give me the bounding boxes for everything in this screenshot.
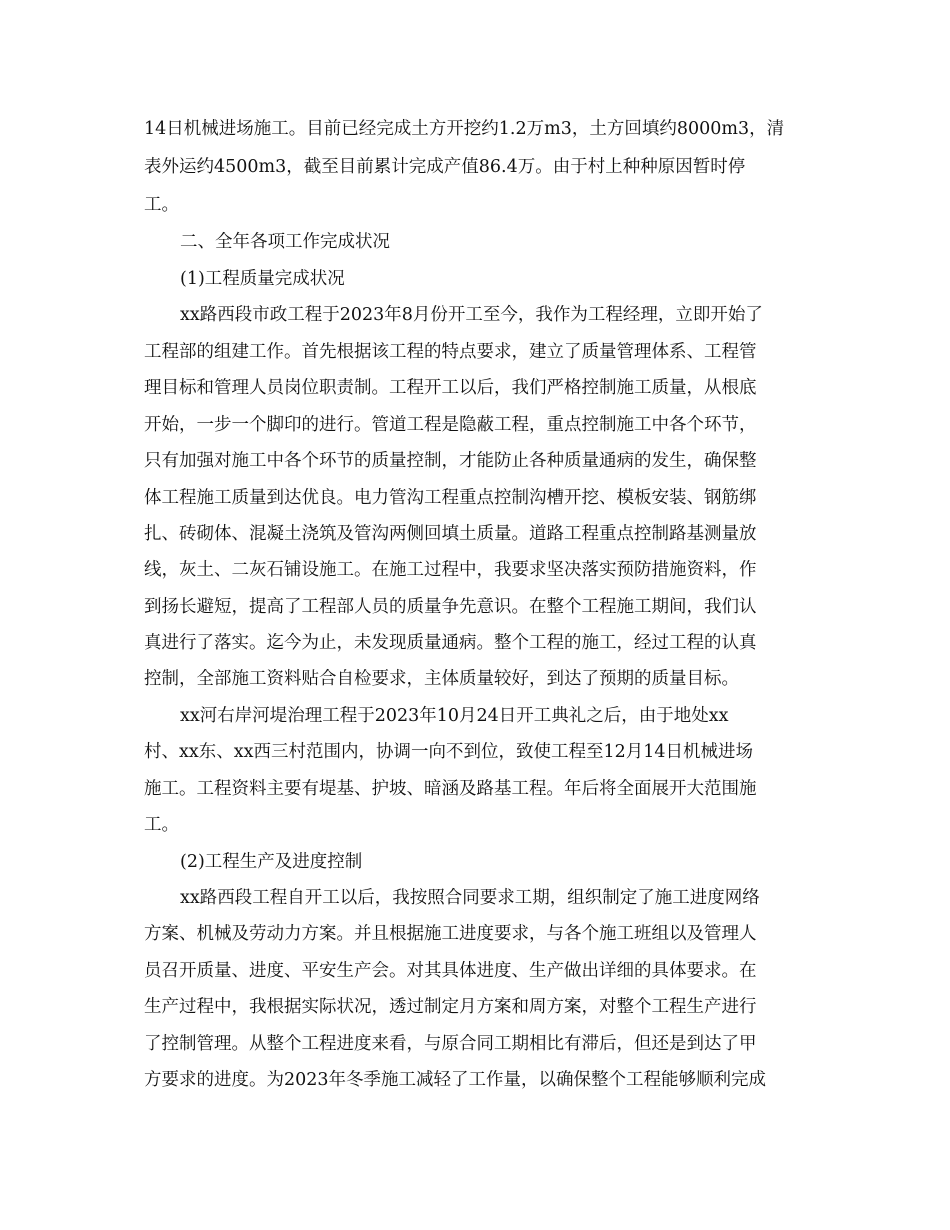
text-line: 开始，一步一个脚印的进行。管道工程是隐蔽工程，重点控制施工中各个环节， [144,415,757,435]
text-line: 只有加强对施工中各个环节的质量控制，才能防止各种质量通病的发生，确保整 [144,451,757,471]
text-line: 线，灰土、二灰石铺设施工。在施工过程中，我要求坚决落实预防措施资料，作 [144,560,757,580]
text-line: 村、xx东、xx西三村范围内，协调一向不到位，致使工程至12月14日机械进场 [144,742,754,762]
subsection-heading: (1)工程质量完成状况 [180,269,345,289]
text-line: 表外运约4500m3，截至目前累计完成产值86.4万。由于村上种种原因暂时停 [144,157,746,177]
text-line: xx路西段工程自开工以后，我按照合同要求工期，组织制定了施工进度网络 [180,888,760,908]
text-line: 施工。工程资料主要有堤基、护坡、暗涵及路基工程。年后将全面展开大范围施 [144,779,757,799]
text-line: 控制，全部施工资料贴合自检要求，主体质量较好，到达了预期的质量目标。 [144,669,739,689]
text-line: 了控制管理。从整个工程进度来看，与原合同工期相比有滞后，但还是到达了甲 [144,1034,757,1054]
text-line: 理目标和管理人员岗位职责制。工程开工以后，我们严格控制施工质量，从根底 [144,378,757,398]
section-heading: 二、全年各项工作完成状况 [180,232,390,252]
subsection-heading: (2)工程生产及进度控制 [180,852,363,872]
text-line: 方案、机械及劳动力方案。并且根据施工进度要求，与各个施工班组以及管理人 [144,924,757,944]
text-line: 员召开质量、进度、平安生产会。对其具体进度、生产做出详细的具体要求。在 [144,961,757,981]
text-line: 工。 [144,195,179,215]
text-line: 真进行了落实。迄今为止，未发现质量通病。整个工程的施工，经过工程的认真 [144,633,757,653]
text-line: 生产过程中，我根据实际状况，透过制定月方案和周方案，对整个工程生产进行 [144,997,757,1017]
text-line: 方要求的进度。为2023年冬季施工减轻了工作量，以确保整个工程能够顺利完成 [144,1070,767,1090]
text-line: 工。 [144,815,179,835]
text-line: xx河右岸河堤治理工程于2023年10月24日开工典礼之后，由于地处xx [180,706,729,726]
text-line: xx路西段市政工程于2023年8月份开工至今，我作为工程经理，立即开始了 [180,305,763,325]
text-line: 扎、砖砌体、混凝土浇筑及管沟两侧回填土质量。道路工程重点控制路基测量放 [144,524,757,544]
text-line: 14日机械进场施工。目前已经完成土方开挖约1.2万m3，土方回填约8000m3，清 [144,119,785,139]
text-line: 到扬长避短，提高了工程部人员的质量争先意识。在整个工程施工期间，我们认 [144,597,757,617]
text-line: 工程部的组建工作。首先根据该工程的特点要求，建立了质量管理体系、工程管 [144,342,757,362]
text-line: 体工程施工质量到达优良。电力管沟工程重点控制沟槽开挖、模板安装、钢筋绑 [144,488,757,508]
